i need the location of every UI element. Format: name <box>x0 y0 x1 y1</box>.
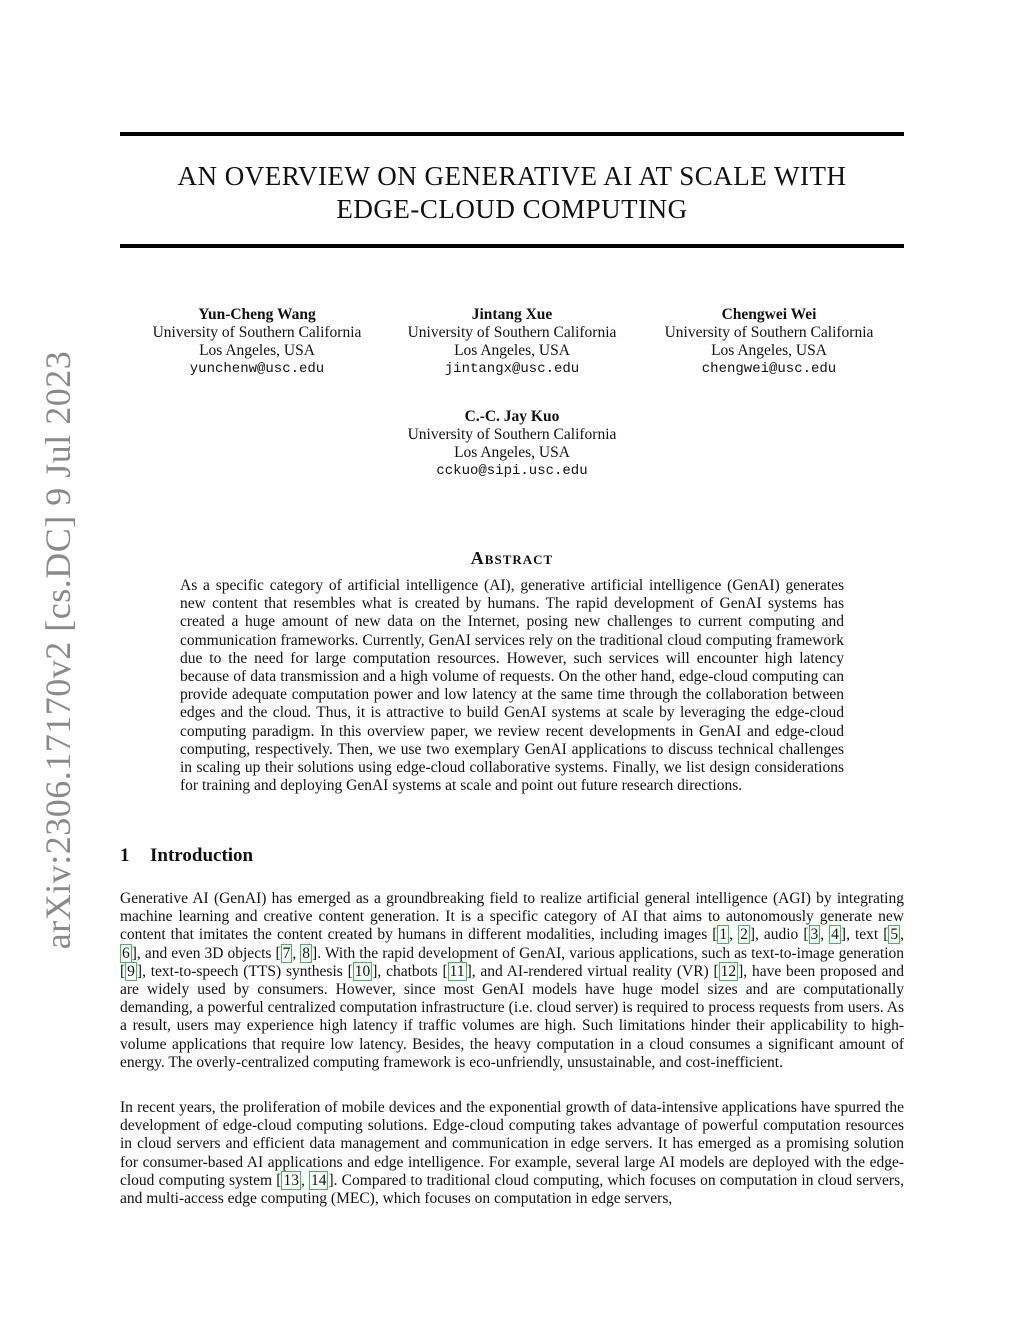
para-text: ], chatbots [ <box>372 962 448 980</box>
para-text: In recent years, the proliferation of mobile devices and the exponential growth of data-intensive applications have spurred the development of edge-cloud computing solutions. Edge-cloud computing takes advantage of powerful computation resources in cloud servers and efficient data management and communication in edge servers. It has emerged as a promising solution for consumer-based AI applications and edge intelligence. For example, several large AI models are deployed with the edge-cloud computing system [ <box>120 1099 904 1189</box>
author-affiliation: University of Southern California <box>407 324 617 341</box>
citation-link[interactable]: 11 <box>449 962 465 980</box>
author-email[interactable]: jintangx@usc.edu <box>444 361 580 377</box>
para-text: ], text [ <box>840 926 889 944</box>
abstract-heading: Abstract <box>470 548 554 568</box>
author-email[interactable]: yunchenw@usc.edu <box>189 361 325 377</box>
title-line-1: AN OVERVIEW ON GENERATIVE AI AT SCALE WITH <box>177 161 847 191</box>
citation-link[interactable]: 4 <box>831 926 839 944</box>
para-text: ], text-to-speech (TTS) synthesis [ <box>136 962 353 980</box>
author-email[interactable]: chengwei@usc.edu <box>701 361 837 377</box>
citation-link[interactable]: 3 <box>810 926 819 944</box>
author-block <box>392 408 632 480</box>
section-number: 1 <box>120 845 130 866</box>
author-block <box>649 306 889 378</box>
citation-link[interactable]: 8 <box>302 944 311 962</box>
author-name: Yun-Cheng Wang <box>198 306 316 323</box>
citation-link[interactable]: 5 <box>890 926 899 944</box>
citation-link[interactable]: 9 <box>127 962 135 980</box>
para-text: ], and AI-rendered virtual reality (VR) [ <box>466 962 719 980</box>
para-text: ], audio [ <box>749 926 809 944</box>
para-text: ], and even 3D objects [ <box>131 944 281 962</box>
citation-link[interactable]: 12 <box>720 962 737 980</box>
author-email[interactable]: cckuo@sipi.usc.edu <box>436 463 588 479</box>
arxiv-stamp: arXiv:2306.17170v2 [cs.DC] 9 Jul 2023 <box>38 350 78 950</box>
title-top-rule <box>120 132 904 136</box>
citation-link[interactable]: 13 <box>283 1171 299 1189</box>
citation-link[interactable]: 6 <box>122 944 130 962</box>
citation-link[interactable]: 1 <box>719 926 728 944</box>
author-name: Chengwei Wei <box>721 306 817 323</box>
intro-paragraph-1: Generative AI (GenAI) has emerged as a groundbreaking field to realize artificial general intelligence (AGI) by integrating machine learning and creative content generation. It is a specific category of AI that aims to autonomously generate new content that imitates the content created by humans in different modalities, including images [ 1 , 2 ], audio [ 3 , 4 ], text [ 5 , 6 ], and even 3D objects [ 7 , 8 ]. With the rapid development of GenAI, various applications, such as text-to-image generation [ 9 ], text-to-speech (TTS) synthesis [ 10 ], chatbots [ 11 ], and AI-rendered virtual reality (VR) [ 12 ], have been proposed and are widely used by consumers. However, since most GenAI models have huge model sizes and are computationally demanding, a powerful centralized computation infrastructure (i.e. cloud server) is required to process requests from users. As a result, users may experience high latency if traffic volumes are high. Such limitations hinder their applicability to high-volume applications that require low latency. Besides, the heavy computation in a cloud consumes a significant amount of energy. The overly-centralized computing framework is eco-unfriendly, unsustainable, and cost-inefficient. <box>120 890 905 1071</box>
author-affiliation: University of Southern California <box>152 324 362 341</box>
para-text: ]. Compared to traditional cloud computing, which focuses on computation in cloud servers, and multi-access edge computing (MEC), which focuses on computation in edge servers, <box>120 1171 905 1208</box>
citation-link[interactable]: 7 <box>282 944 291 962</box>
title-bottom-rule <box>120 244 904 248</box>
citation-link[interactable]: 14 <box>310 1171 327 1189</box>
author-location: Los Angeles, USA <box>454 342 570 359</box>
citation-link[interactable]: 10 <box>354 962 371 980</box>
author-name: Jintang Xue <box>471 306 553 323</box>
section-title: Introduction <box>150 845 254 866</box>
author-location: Los Angeles, USA <box>454 444 570 461</box>
para-text: ], have been proposed and are widely used by consumers. However, since most GenAI models have huge model sizes and are computationally demanding, a powerful centralized computation infrastructure (i.e. cloud server) is required to process requests from users. As a result, users may experience high latency if traffic volumes are high. Such limitations hinder their applicability to high-volume applications that require low latency. Besides, the heavy computation in a cloud consumes a significant amount of energy. The overly-centralized computing framework is eco-unfriendly, unsustainable, and cost-inefficient. <box>120 962 905 1071</box>
author-block <box>137 306 377 378</box>
author-name: C.-C. Jay Kuo <box>464 408 560 425</box>
para-text: Generative AI (GenAI) has emerged as a groundbreaking field to realize artificial general intelligence (AGI) by integrating machine learning and creative content generation. It is a specific category of AI that aims to autonomously generate new content that imitates the content created by humans in different modalities, including images [ <box>120 890 904 944</box>
paper-title <box>120 160 904 226</box>
author-location: Los Angeles, USA <box>711 342 827 359</box>
author-affiliation: University of Southern California <box>407 426 617 443</box>
author-affiliation: University of Southern California <box>664 324 874 341</box>
intro-paragraph-2: In recent years, the proliferation of mobile devices and the exponential growth of data-intensive applications have spurred the development of edge-cloud computing solutions. Edge-cloud computing takes advantage of powerful computation resources in cloud servers and efficient data management and communication in edge servers. It has emerged as a promising solution for consumer-based AI applications and edge intelligence. For example, several large AI models are deployed with the edge-cloud computing system [ 13 , 14 ]. Compared to traditional cloud computing, which focuses on computation in cloud servers, and multi-access edge computing (MEC), which focuses on computation in edge servers, <box>120 1099 905 1208</box>
para-text: ]. With the rapid development of GenAI, various applications, such as text-to-image generation [ <box>120 944 905 980</box>
abstract-body: As a specific category of artificial intelligence (AI), generative artificial intelligence (GenAI) generates new content that resembles what is created by humans. The rapid development of GenAI systems has created a huge amount of new data on the Internet, posing new challenges to current computing and communication frameworks. Currently, GenAI services rely on the traditional cloud computing framework due to the need for large computation resources. However, such services will encounter high latency because of data transmission and a high volume of requests. On the other hand, edge-cloud computing can provide adequate computation power and low latency at the same time through the collaboration between edges and the cloud. Thus, it is attractive to build GenAI systems at scale by leveraging the edge-cloud computing paradigm. In this overview paper, we review recent developments in GenAI and edge-cloud computing, respectively. Then, we use two exemplary GenAI applications to discuss technical challenges in scaling up their solutions using edge-cloud collaborative systems. Finally, we list design considerations for training and deploying GenAI systems at scale and point out future research directions. <box>180 577 844 795</box>
author-location: Los Angeles, USA <box>199 342 315 359</box>
title-line-2: EDGE-CLOUD COMPUTING <box>336 194 688 224</box>
citation-link[interactable]: 2 <box>740 926 748 944</box>
section-heading <box>120 845 253 867</box>
author-block <box>392 306 632 378</box>
